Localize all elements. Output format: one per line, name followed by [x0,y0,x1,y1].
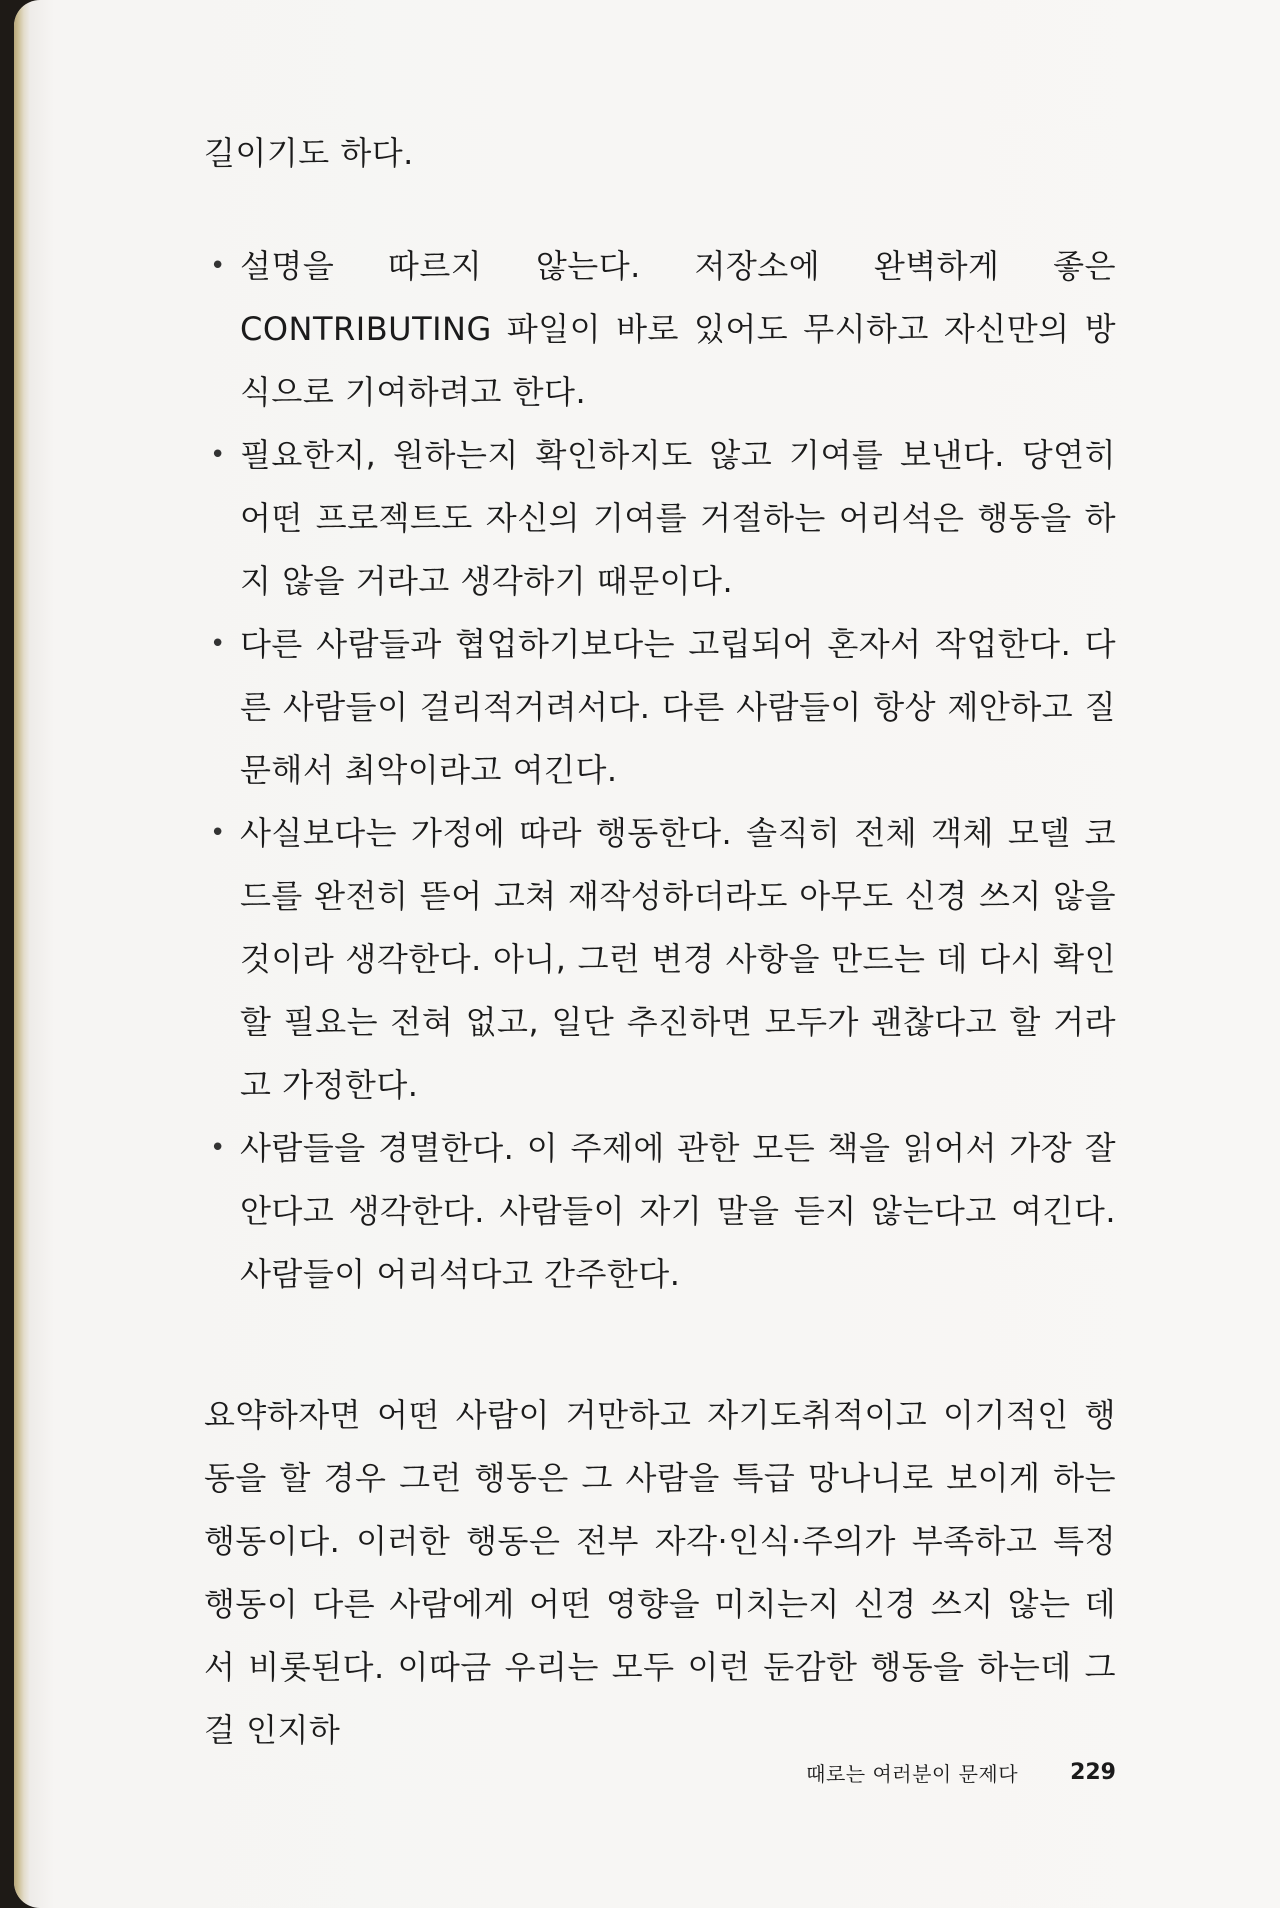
bullet-item [204,235,1116,424]
summary-paragraph: 요약하자면 어떤 사람이 거만하고 자기도취적이고 이기적인 행동을 할 경우 그런 행동은 그 사람을 특급 망나니로 보이게 하는 행동이다. 이러한 행동은 전부 자각·인식·주의가 부족하고 특정 행동이 다른 사람에게 어떤 영향을 미치는지 신경 쓰지 않는 데서 비롯된다. 이따금 우리는 모두 이런 둔감한 행동을 하는데 그걸 인지하 [204,1396,1116,1749]
page-footer [774,1752,1116,1792]
bullet-item [204,613,1116,802]
bullet-item [204,802,1116,1117]
bullet-dot-icon: • [210,440,226,470]
bullet-text: 다른 사람들과 협업하기보다는 고립되어 혼자서 작업한다. 다른 사람들이 걸리적거려서다. 다른 사람들이 항상 제안하고 질문해서 최악이라고 여긴다. [240,625,1116,789]
bullet-item [204,1117,1116,1306]
bullet-text: 사실보다는 가정에 따라 행동한다. 솔직히 전체 객체 모델 코드를 완전히 뜯어 고쳐 재작성하더라도 아무도 신경 쓰지 않을 것이라 생각한다. 아니, 그런 변경 사항을 만드는 데 다시 확인할 필요는 전혀 없고, 일단 추진하면 모두가 괜찮다고 할 거라고 가정한다. [240,814,1116,1104]
bullet-dot-icon: • [210,818,226,848]
book-page [14,0,1280,1908]
bullet-item [204,424,1116,613]
page-number: 229 [1070,1759,1116,1785]
page-binding-edge [14,0,30,1908]
behavior-bullet-list [204,235,1116,1306]
running-title: 때로는 여러분이 문제다 [806,1761,1019,1786]
bullet-text: 필요한지, 원하는지 확인하지도 않고 기여를 보낸다. 당연히 어떤 프로젝트도 자신의 기여를 거절하는 어리석은 행동을 하지 않을 거라고 생각하기 때문이다. [240,436,1116,600]
bullet-dot-icon: • [210,629,226,659]
bullet-text: 설명을 따르지 않는다. 저장소에 완벽하게 좋은 CONTRIBUTING 파일이 바로 있어도 무시하고 자신만의 방식으로 기여하려고 한다. [240,247,1116,411]
bullet-dot-icon: • [210,251,226,281]
bullet-text: 사람들을 경멸한다. 이 주제에 관한 모든 책을 읽어서 가장 잘 안다고 생각한다. 사람들이 자기 말을 듣지 않는다고 여긴다. 사람들이 어리석다고 간주한다. [240,1129,1116,1293]
bullet-dot-icon: • [210,1133,226,1163]
page-body [204,122,1116,1762]
intro-paragraph: 길이기도 하다. [204,134,414,172]
